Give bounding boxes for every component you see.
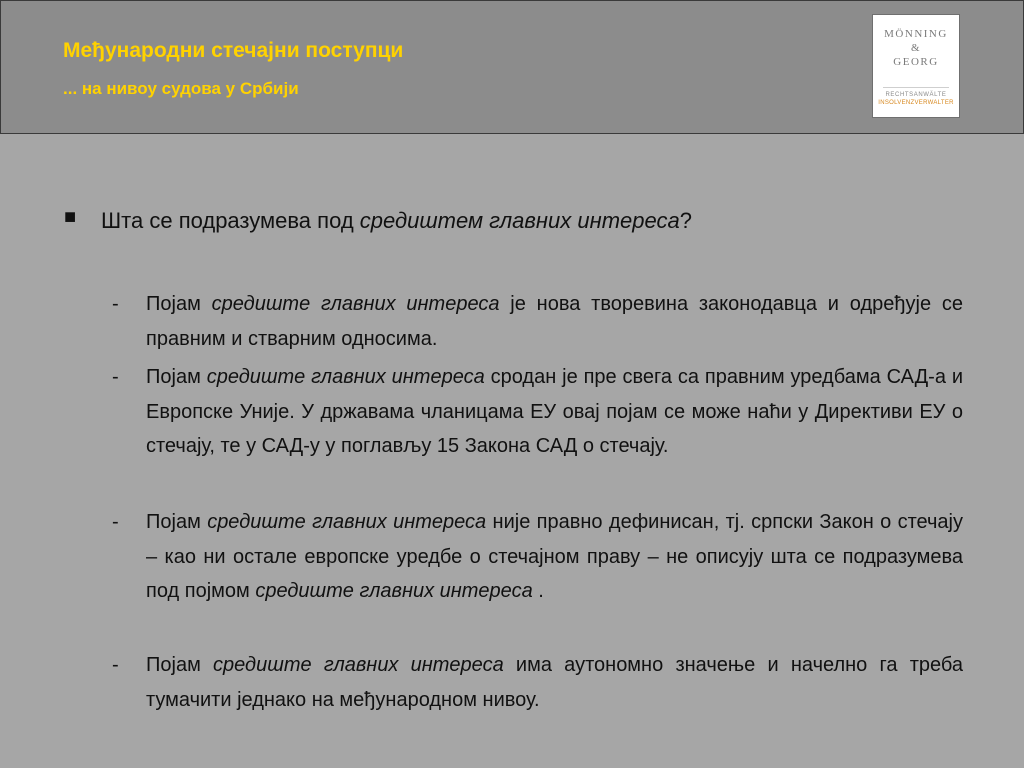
slide-title: Међународни стечајни поступци [63, 39, 404, 62]
slide-header [0, 0, 1024, 134]
question-suffix: ? [679, 208, 692, 233]
item-italic: средиште главних интереса [207, 511, 487, 533]
main-question [101, 208, 961, 234]
item-post: сродан је пре свега са правним уредбама САД-а и Европске Уније. У државама чланицама ЕУ овај појам се може наћи у Директиви ЕУ о стечају, те у САД-у у поглављу 15 Закона САД о стечају. [146, 366, 963, 457]
dash-marker: - [112, 511, 119, 533]
question-italic: средиштем главних интереса [359, 208, 680, 233]
item-pre: Појам [146, 366, 207, 388]
slide-subtitle: ... на нивоу судова у Србији [63, 79, 299, 98]
logo-subtitle-1: RECHTSANWÄLTE [885, 92, 947, 98]
list-item [112, 287, 963, 356]
list-item-text [146, 287, 963, 356]
item-post: је нова творевина законодавца и одређује се правним и стварним односима. [146, 293, 963, 350]
item-pre: Појам [146, 293, 212, 315]
logo-subtitle-2: INSOLVENZVERWALTER [878, 100, 954, 106]
list-item-text [146, 505, 963, 609]
list-item [112, 360, 963, 464]
dash-marker: - [112, 654, 119, 676]
logo-wordmark [873, 27, 959, 69]
logo-line-1: MÖNNING [884, 28, 948, 40]
logo-line-3: GEORG [893, 56, 939, 68]
item-italic: средиште главних интереса [213, 654, 504, 676]
item-post-2: . [532, 580, 544, 602]
dash-marker: - [112, 366, 119, 388]
list-item [112, 648, 963, 717]
dash-marker: - [112, 293, 119, 315]
item-italic: средиште главних интереса [206, 366, 485, 388]
item-post: није правно дефинисан, тј. српски Закон о стечају – као ни остале европске уредбе о стечајном праву – не описују шта се подразумева под појмом [146, 511, 963, 602]
list-item-text [146, 648, 963, 717]
item-italic-2: средиште главних интереса [255, 580, 533, 602]
question-prefix: Шта се подразумева под [101, 208, 360, 233]
square-bullet-icon: ■ [64, 206, 77, 228]
item-pre: Појам [146, 654, 214, 676]
item-post: има аутономно значење и начелно га треба тумачити једнако на међународном нивоу. [146, 654, 963, 711]
item-pre: Појам [146, 511, 208, 533]
company-logo [872, 14, 960, 118]
item-italic: средиште главних интереса [211, 293, 500, 315]
list-item [112, 505, 963, 609]
list-item-text [146, 360, 963, 464]
logo-divider [883, 87, 949, 88]
logo-line-2: & [910, 42, 922, 54]
